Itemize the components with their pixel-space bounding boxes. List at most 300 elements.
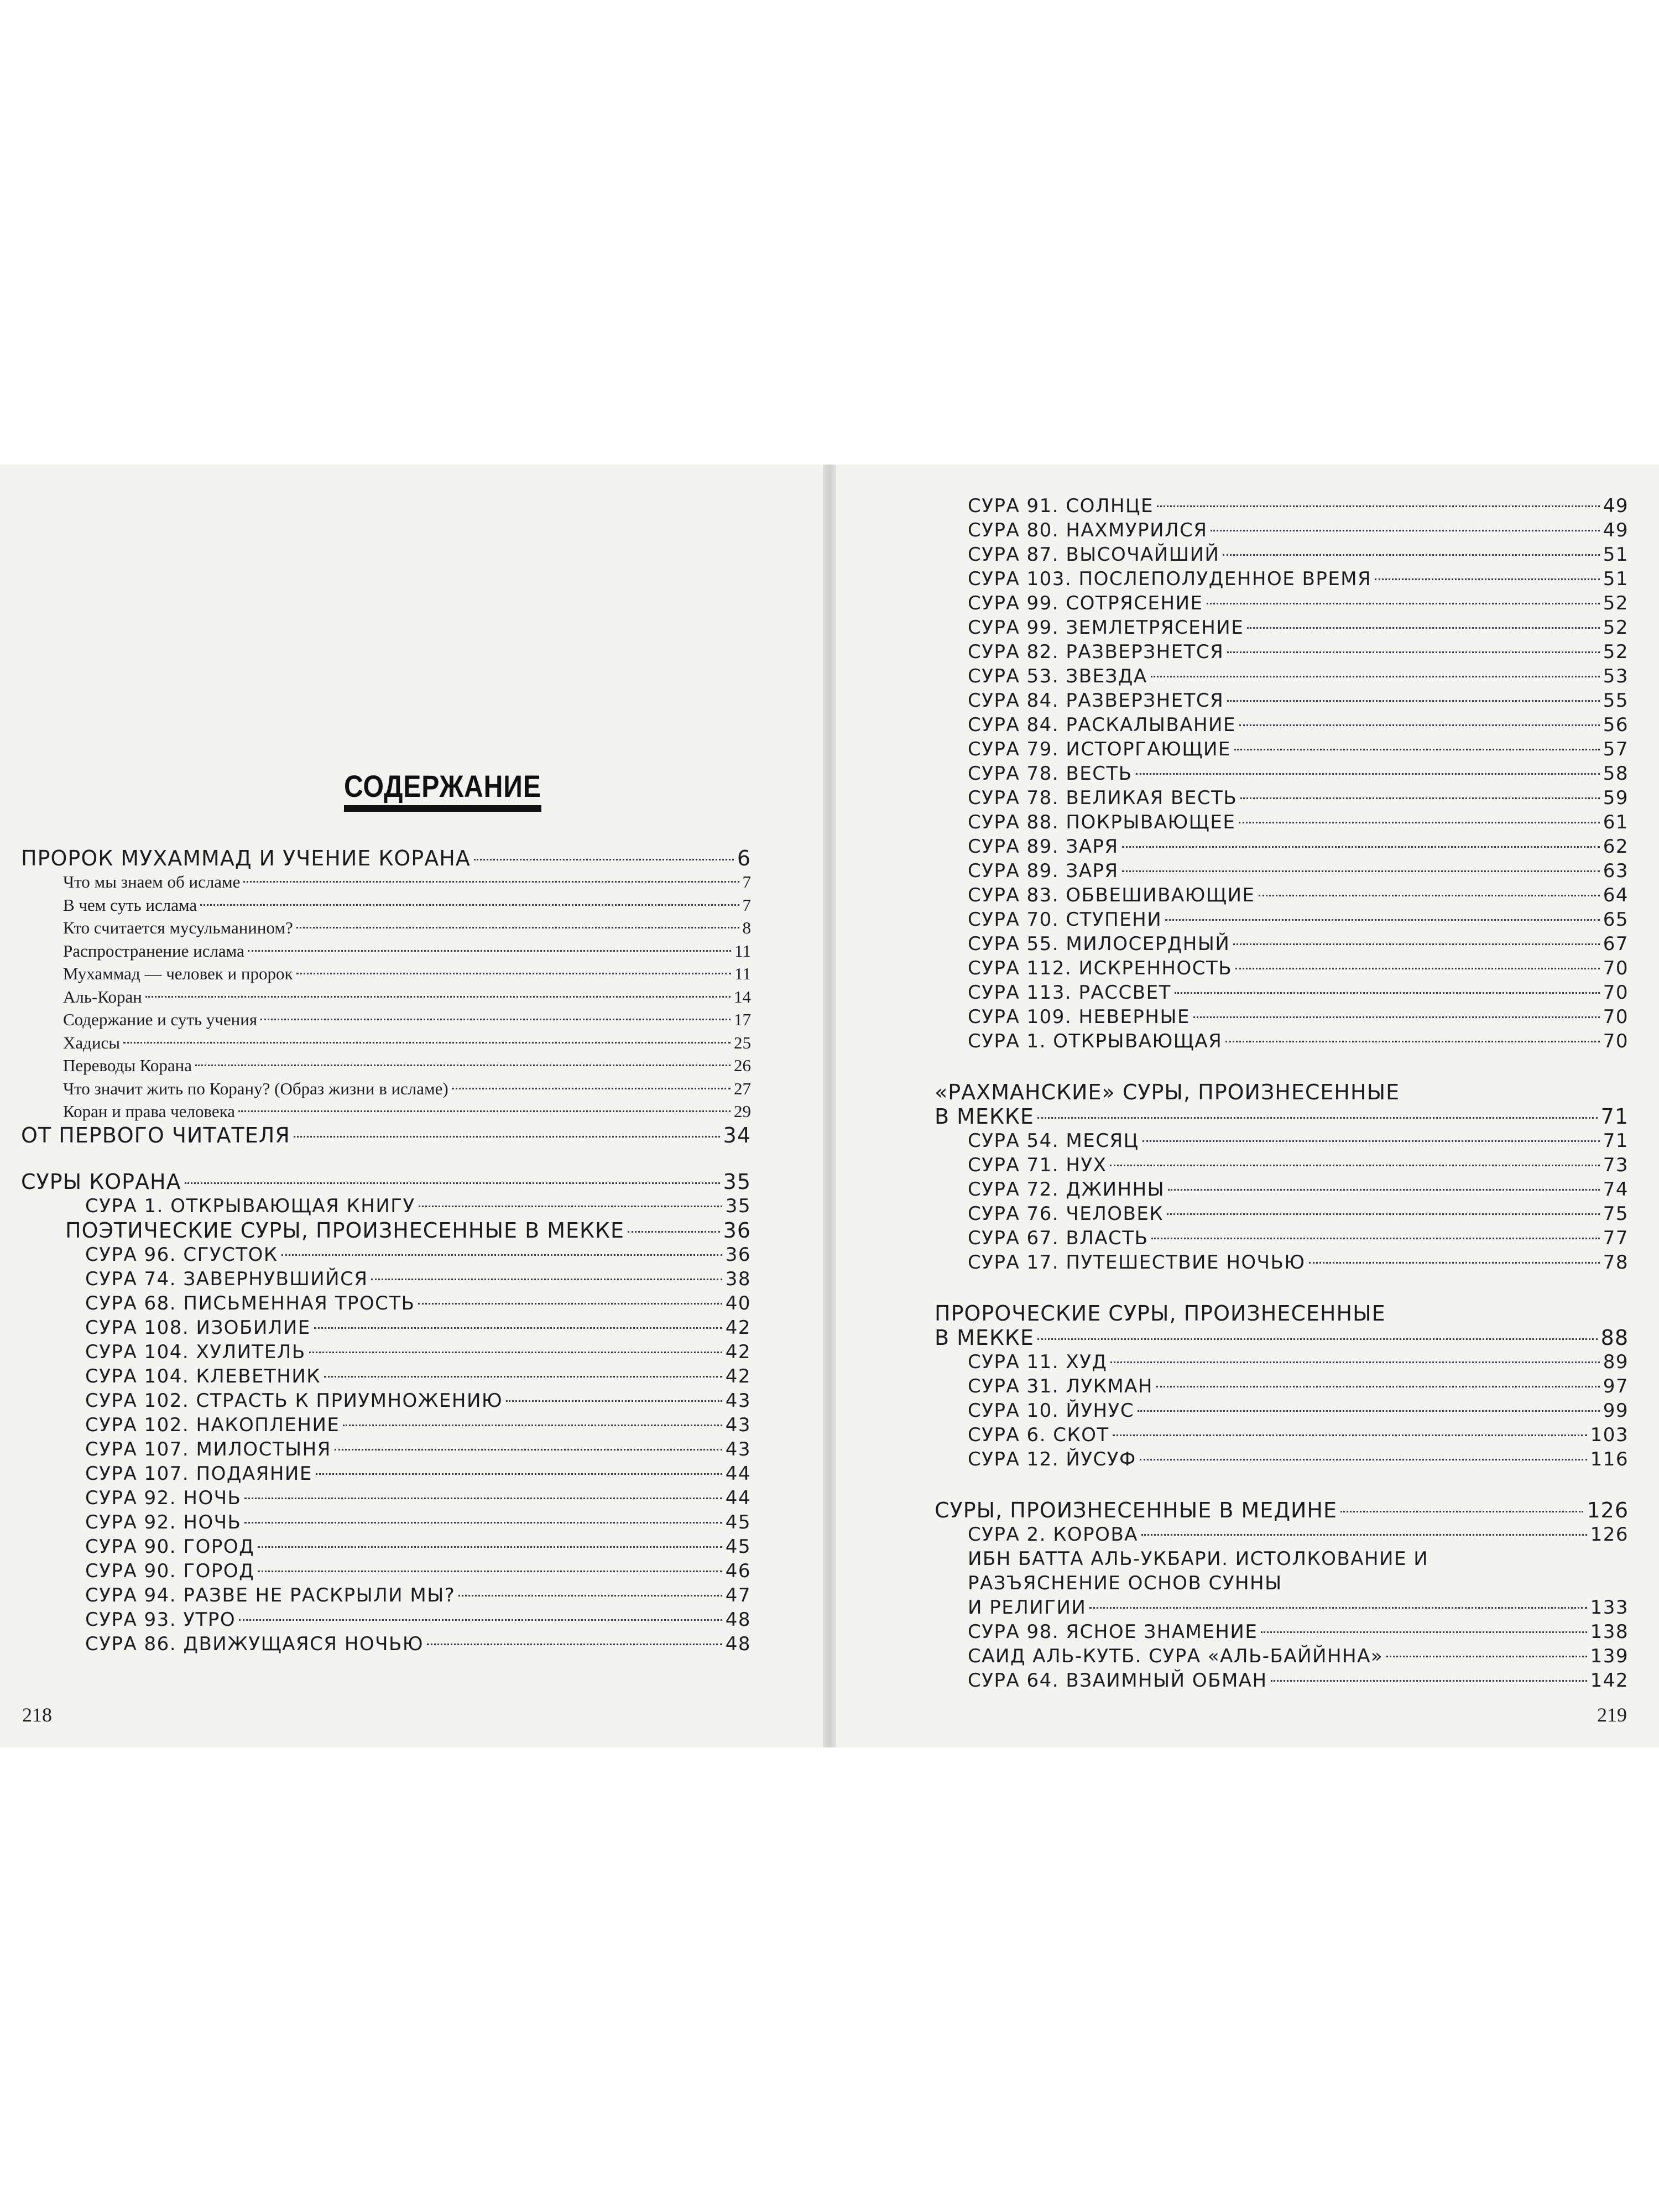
dot-leader [1207,603,1600,604]
dot-leader [294,1136,720,1138]
toc-entry[interactable] [21,962,751,985]
toc-entry[interactable] [935,1423,1629,1447]
toc-entry[interactable] [21,1364,751,1389]
toc-entry[interactable] [935,615,1629,640]
toc-entry-page: 62 [1603,836,1629,858]
toc-entry[interactable] [935,883,1629,907]
dot-leader [243,881,739,883]
dot-leader [1340,1511,1583,1512]
dot-leader [248,950,731,952]
toc-entry-title: Содержание и суть учения [63,1010,258,1029]
toc-entry[interactable] [935,1644,1629,1668]
toc-entry-line: РАЗЪЯСНЕНИЕ ОСНОВ СУННЫ [968,1572,1282,1594]
right-page-number: 219 [1597,1704,1627,1726]
toc-entry-page: 59 [1603,787,1629,809]
toc-entry-page: 99 [1603,1400,1629,1422]
toc-entry-title: СУРА 83. ОБВЕШИВАЮЩИЕ [968,884,1255,906]
toc-entry[interactable] [935,1447,1629,1472]
toc-entry-title: СУРА 92. НОЧЬ [85,1486,242,1509]
toc-entry-page: 36 [723,1218,751,1243]
dot-leader [1175,992,1600,994]
left-page-number: 218 [22,1704,52,1726]
toc-entry-page: 44 [725,1486,751,1509]
toc-entry[interactable] [935,737,1629,761]
toc-entry[interactable] [21,1100,751,1123]
toc-entry-page: 17 [734,1010,751,1029]
toc-entry[interactable] [935,1399,1629,1423]
toc-entry[interactable] [21,1632,751,1656]
toc-entry-title: СУРА 70. СТУПЕНИ [968,909,1162,931]
toc-entry[interactable] [21,985,751,1009]
toc-entry-page: 29 [734,1102,751,1121]
dot-leader [506,1400,722,1402]
toc-entry-title: СУРА 6. СКОТ [968,1424,1109,1446]
toc-entry-page: 43 [725,1413,751,1436]
toc-entry-title: СУРА 91. СОЛНЦЕ [968,495,1154,517]
toc-entry-page: 52 [1603,617,1629,639]
toc-entry[interactable] [21,1316,751,1340]
toc-entry-page: 8 [742,918,751,937]
toc-entry-page: 51 [1603,544,1629,566]
toc-entry-title: СУРЫ КОРАНА [21,1169,181,1194]
toc-entry-page: 44 [725,1462,751,1485]
toc-entry-page: 71 [1603,1130,1629,1152]
toc-entry-title: САИД АЛЬ-КУТБ. СУРА «АЛЬ-БАЙЙННА» [968,1645,1384,1667]
toc-entry-page: 48 [725,1608,751,1631]
toc-entry-page: 88 [1600,1326,1629,1350]
toc-entry[interactable] [935,664,1629,688]
toc-entry[interactable] [21,1486,751,1510]
toc-entry-title: СУРА 104. ХУЛИТЕЛЬ [85,1340,306,1363]
toc-entry-page: 14 [734,987,751,1006]
toc-entry[interactable] [21,1559,751,1583]
toc-entry[interactable] [935,834,1629,859]
toc-entry-page: 74 [1603,1178,1629,1201]
dot-leader [1227,651,1599,653]
dot-leader [281,1254,722,1256]
dot-leader [1157,505,1600,507]
dot-leader [258,1546,722,1548]
toc-entry-title: СУРА 12. ЙУСУФ [968,1448,1136,1470]
toc-entry-page: 34 [723,1123,751,1147]
toc-entry-page: 43 [725,1389,751,1412]
toc-entry-page: 42 [725,1340,751,1363]
toc-entry[interactable] [935,518,1629,542]
toc-entry-page: 70 [1603,982,1629,1004]
toc-entry[interactable] [21,1535,751,1559]
toc-entry[interactable] [935,1668,1629,1693]
toc-entry-page: 56 [1603,714,1629,736]
dot-leader [296,927,739,928]
toc-entry-page: 46 [725,1559,751,1582]
toc-entry-title: СУРА 80. НАХМУРИЛСЯ [968,519,1208,541]
toc-entry-page: 40 [725,1292,751,1314]
toc-entry[interactable] [21,846,751,870]
dot-leader [1089,1607,1587,1609]
toc-entry-page: 67 [1603,933,1629,955]
toc-entry[interactable] [935,1005,1629,1029]
toc-entry-page: 55 [1603,690,1629,712]
toc-entry-page: 78 [1603,1251,1629,1274]
toc-entry-title: СУРА 11. ХУД [968,1351,1108,1373]
toc-entry-title: СУРА 92. НОЧЬ [85,1511,242,1533]
toc-entry-title: Переводы Корана [63,1056,192,1075]
dot-leader [1225,1041,1599,1042]
toc-entry[interactable] [935,1177,1629,1202]
dot-leader [1156,1386,1600,1387]
toc-entry-page: 7 [742,895,751,915]
toc-entry-title: СУРА 1. ОТКРЫВАЮЩАЯ КНИГУ [85,1194,415,1217]
toc-entry-page: 73 [1603,1154,1629,1176]
toc-entry-title: СУРА 89. ЗАРЯ [968,836,1119,858]
toc-entry[interactable] [21,1608,751,1632]
toc-entry-title: СУРА 72. ДЖИННЫ [968,1178,1165,1201]
toc-entry-page: 57 [1603,738,1629,760]
toc-entry-page: 7 [742,872,751,891]
toc-entry-title: Кто считается мусульманином? [63,918,293,937]
toc-entry[interactable] [21,1243,751,1267]
toc-entry-title: В чем суть ислама [63,895,197,915]
toc-entry-page: 138 [1590,1621,1629,1643]
toc-entry[interactable] [935,1522,1629,1547]
dot-leader [452,1088,731,1089]
dot-leader [238,1110,731,1112]
toc-entry-title: СУРА 2. КОРОВА [968,1524,1139,1546]
toc-entry-title: СУРА 89. ЗАРЯ [968,860,1119,882]
toc-entry[interactable] [935,494,1629,518]
dot-leader [195,1065,731,1066]
toc-entry-page: 116 [1590,1448,1629,1470]
dot-leader [258,1571,722,1572]
toc-entry[interactable] [21,1008,751,1031]
toc-entry-page: 43 [725,1438,751,1460]
toc-entry-title: СУРА 103. ПОСЛЕПОЛУДЕННОЕ ВРЕМЯ [968,568,1372,590]
toc-entry-page: 52 [1603,641,1629,663]
toc-entry-line: ИБН БАТТА АЛЬ-УКБАРИ. ИСТОЛКОВАНИЕ И [968,1548,1429,1570]
toc-entry[interactable] [935,591,1629,615]
toc-entry-title: СУРА 31. ЛУКМАН [968,1375,1153,1397]
dot-leader [185,1182,720,1184]
toc-entry[interactable] [21,1462,751,1486]
toc-entry-title: СУРА 86. ДВИЖУЩАЯСЯ НОЧЬЮ [85,1632,424,1655]
toc-section [935,1498,1629,1693]
dot-leader [1168,1189,1600,1191]
dot-leader [1234,749,1600,750]
toc-entry-page: 36 [725,1243,751,1266]
toc-entry[interactable] [21,1413,751,1437]
toc-entry-page: 48 [725,1632,751,1655]
dot-leader [1247,627,1600,629]
toc-entry[interactable] [935,1129,1629,1153]
toc-entry-title: СУРА 108. ИЗОБИЛИЕ [85,1316,311,1339]
dot-leader [1037,1117,1598,1119]
dot-leader [1239,822,1599,823]
dot-leader [427,1644,722,1645]
toc-entry-title: В МЕККЕ [935,1326,1034,1350]
toc-entry-page: 52 [1603,592,1629,614]
section-heading-line: «РАХМАНСКИЕ» СУРЫ, ПРОИЗНЕСЕННЫЕ [935,1080,1400,1104]
section-heading[interactable] [935,1104,1629,1129]
toc-entry-page: 70 [1603,1030,1629,1052]
toc-entry-title: Распространение ислама [63,941,244,961]
toc-entry-title: СУРА 79. ИСТОРГАЮЩИЕ [968,738,1231,760]
dot-leader [1223,554,1599,556]
dot-leader [1193,1016,1600,1018]
toc-entry-title: Коран и права человека [63,1102,236,1121]
toc-entry-page: 45 [725,1535,751,1558]
toc-entry-title: ОТ ПЕРВОГО ЧИТАТЕЛЯ [21,1123,290,1147]
dot-leader [309,1352,722,1353]
toc-entry-title: СУРА 78. ВЕЛИКАЯ ВЕСТЬ [968,787,1238,809]
dot-leader [1261,1631,1587,1633]
toc-entry-page: 11 [734,964,751,983]
toc-entry-title: СУРА 96. СГУСТОК [85,1243,278,1266]
section-heading-line: ПРОРОЧЕСКИЕ СУРЫ, ПРОИЗНЕСЕННЫЕ [935,1301,1386,1326]
toc-entry-page: 75 [1603,1203,1629,1225]
toc-entry-page: 126 [1590,1524,1629,1546]
toc-entry[interactable] [935,761,1629,786]
toc-entry-title: СУРА 64. ВЗАИМНЫЙ ОБМАН [968,1670,1267,1692]
section-heading[interactable] [935,1498,1629,1522]
right-page-toc [935,494,1629,1693]
toc-entry-page: 126 [1587,1498,1629,1522]
dot-leader [1122,846,1600,848]
toc-entry-page: 6 [737,846,751,870]
dot-leader [145,996,731,998]
toc-entry-title: Что мы знаем об исламе [63,872,241,891]
toc-entry[interactable] [935,1350,1629,1374]
toc-entry[interactable] [935,567,1629,591]
toc-entry[interactable] [935,542,1629,567]
toc-entry[interactable] [21,1583,751,1608]
dot-leader [1165,919,1600,921]
toc-entry-title: СУРА 109. НЕВЕРНЫЕ [968,1006,1190,1028]
toc-entry[interactable] [935,859,1629,883]
toc-entry-page: 26 [734,1056,751,1075]
toc-section [21,846,751,1147]
toc-entry-title: И РЕЛИГИИ [968,1597,1087,1619]
toc-entry[interactable] [935,1029,1629,1053]
toc-entry-title: СУРА 74. ЗАВЕРНУВШИЙСЯ [85,1267,368,1290]
toc-entry-title: СУРА 90. ГОРОД [85,1559,255,1582]
dot-leader [1239,724,1600,726]
dot-leader [1259,895,1600,896]
toc-entry[interactable] [21,1123,751,1147]
dot-leader [1233,943,1599,945]
toc-entry-page: 97 [1603,1375,1629,1397]
toc-entry-title: СУРА 98. ЯСНОЕ ЗНАМЕНИЕ [968,1621,1258,1643]
toc-entry[interactable] [935,1620,1629,1644]
toc-entry[interactable] [935,1153,1629,1177]
toc-entry[interactable] [935,1595,1629,1620]
toc-entry-title: СУРА 90. ГОРОД [85,1535,255,1558]
toc-entry-page: 49 [1603,519,1629,541]
toc-entry-page: 61 [1603,811,1629,833]
toc-entry-title: ПРОРОК МУХАММАД И УЧЕНИЕ КОРАНА [21,846,471,870]
toc-section [935,1080,1629,1275]
toc-entry[interactable] [21,1054,751,1077]
toc-entry[interactable] [21,1218,751,1243]
toc-entry[interactable] [935,1202,1629,1226]
dot-leader [244,1498,722,1499]
toc-entry-page: 35 [723,1169,751,1194]
toc-entry[interactable] [935,907,1629,932]
dot-leader [296,973,732,974]
toc-entry-page: 11 [734,941,751,961]
toc-entry-title: Хадисы [63,1032,121,1052]
dot-leader [419,1206,722,1207]
toc-entry-title: СУРА 99. ЗЕМЛЕТРЯСЕНИЕ [968,617,1244,639]
dot-leader [1235,968,1600,969]
dot-leader [458,1595,722,1597]
toc-entry-title: СУРА 102. НАКОПЛЕНИЕ [85,1413,340,1436]
toc-entry-page: 58 [1603,763,1629,785]
toc-entry-title: СУРА 71. НУХ [968,1154,1107,1176]
toc-entry-page: 53 [1603,665,1629,687]
toc-entry-page: 70 [1603,957,1629,979]
book-gutter [823,465,836,1747]
toc-entry-page: 139 [1590,1645,1629,1667]
toc-entry[interactable] [21,1437,751,1462]
toc-entry[interactable] [21,1031,751,1055]
toc-entry-page: 77 [1603,1227,1629,1249]
toc-entry[interactable] [21,894,751,917]
toc-section [21,1170,751,1656]
dot-leader [1138,1410,1600,1412]
toc-entry[interactable] [21,1510,751,1535]
toc-entry-title: СУРА 53. ЗВЕЗДА [968,665,1147,687]
toc-entry-title: СУРА 102. СТРАСТЬ К ПРИУМНОЖЕНИЮ [85,1389,503,1412]
toc-entry[interactable] [935,980,1629,1005]
toc-entry-page: 64 [1603,884,1629,906]
toc-entry-page: 35 [725,1194,751,1217]
toc-entry-title: СУРА 78. ВЕСТЬ [968,763,1133,785]
toc-entry-page: 38 [725,1267,751,1290]
toc-entry-page: 51 [1603,568,1629,590]
toc-entry[interactable] [935,640,1629,664]
toc-entry[interactable] [21,1291,751,1316]
toc-entry-page: 65 [1603,909,1629,931]
toc-entry[interactable] [21,916,751,940]
toc-entry-page: 42 [725,1316,751,1339]
toc-entry-page: 25 [734,1032,751,1052]
dot-leader [1122,870,1600,872]
dot-leader [1227,700,1599,702]
toc-entry-title: СУРА 99. СОТРЯСЕНИЕ [968,592,1203,614]
toc-entry[interactable] [21,1194,751,1218]
toc-entry-title: СУРА 113. РАССВЕТ [968,982,1171,1004]
toc-entry-page: 89 [1603,1351,1629,1373]
dot-leader [418,1303,722,1305]
toc-entry-title: ПОЭТИЧЕСКИЕ СУРЫ, ПРОИЗНЕСЕННЫЕ В МЕККЕ [65,1218,625,1243]
dot-leader [1375,578,1599,580]
dot-leader [1240,797,1600,799]
dot-leader [260,1019,731,1020]
toc-entry[interactable] [935,810,1629,834]
toc-entry-title: СУРА 67. ВЛАСТЬ [968,1227,1149,1249]
toc-entry[interactable] [935,688,1629,713]
toc-entry[interactable] [935,932,1629,956]
toc-entry-title: СУРА 84. РАЗВЕРЗНЕТСЯ [968,690,1224,712]
toc-entry-title: В МЕККЕ [935,1104,1034,1129]
toc-entry-title: Аль-Коран [63,987,142,1006]
toc-entry-title: СУРА 94. РАЗВЕ НЕ РАСКРЫЛИ МЫ? [85,1584,456,1606]
dot-leader [123,1042,731,1044]
toc-entry-title: СУРА 68. ПИСЬМЕННАЯ ТРОСТЬ [85,1292,415,1314]
toc-entry[interactable] [21,1077,751,1100]
toc-entry-page: 42 [725,1365,751,1387]
dot-leader [1386,1656,1587,1657]
toc-entry[interactable] [935,713,1629,737]
dot-leader [1211,530,1599,531]
toc-entry[interactable] [935,786,1629,810]
toc-entry-title: СУРА 10. ЙУНУС [968,1400,1135,1422]
toc-entry[interactable] [935,1226,1629,1250]
toc-entry-title: Мухаммад — человек и пророк [63,964,293,983]
toc-entry-title: СУРА 54. МЕСЯЦ [968,1130,1139,1152]
toc-entry-title: СУРА 84. РАСКАЛЫВАНИЕ [968,714,1236,736]
dot-leader [474,859,734,860]
toc-entry[interactable] [21,1267,751,1291]
dot-leader [1110,1165,1599,1166]
toc-entry-title: Что значит жить по Корану? (Образ жизни в исламе) [63,1078,448,1098]
toc-entry-title: СУРА 104. КЛЕВЕТНИК [85,1365,321,1387]
section-heading[interactable] [935,1326,1629,1350]
toc-entry[interactable] [21,1389,751,1413]
toc-entry[interactable] [935,1374,1629,1399]
toc-entry-page: 70 [1603,1006,1629,1028]
toc-entry[interactable] [21,1170,751,1194]
toc-entry[interactable] [21,940,751,963]
toc-entry-page: 45 [725,1511,751,1533]
toc-entry[interactable] [935,1250,1629,1275]
dot-leader [1167,1213,1600,1215]
toc-entry-page: 71 [1600,1104,1629,1129]
dot-leader [239,1619,722,1621]
toc-entry-page: 63 [1603,860,1629,882]
toc-entry[interactable] [21,1340,751,1364]
dot-leader [1142,1140,1600,1142]
toc-entry-title: СУРА 55. МИЛОСЕРДНЫЙ [968,933,1230,955]
toc-entry-page: 47 [725,1584,751,1606]
dot-leader [314,1327,722,1329]
dot-leader [244,1522,722,1524]
dot-leader [316,1473,722,1475]
toc-entry-page: 27 [734,1078,751,1098]
dot-leader [1113,1434,1587,1436]
dot-leader [1141,1534,1587,1536]
dot-leader [343,1425,722,1426]
dot-leader [324,1376,722,1378]
dot-leader [1140,1459,1587,1460]
dot-leader [1271,1680,1587,1682]
dot-leader [1136,773,1600,775]
toc-entry-title: СУРА 93. УТРО [85,1608,236,1631]
dot-leader [335,1449,722,1451]
toc-entry-title: СУРЫ, ПРОИЗНЕСЕННЫЕ В МЕДИНЕ [935,1498,1338,1522]
toc-entry-title: СУРА 112. ИСКРЕННОСТЬ [968,957,1233,979]
toc-section [935,494,1629,1053]
toc-entry-page: 142 [1590,1670,1629,1692]
page-title: СОДЕРЖАНИЕ [344,769,541,812]
toc-entry-title: СУРА 107. ПОДАЯНИЕ [85,1462,312,1485]
toc-entry[interactable] [935,956,1629,980]
toc-entry-title: СУРА 87. ВЫСОЧАЙШИЙ [968,544,1220,566]
dot-leader [1037,1338,1598,1340]
toc-section [935,1301,1629,1472]
dot-leader [1309,1262,1600,1264]
toc-entry[interactable] [21,870,751,894]
